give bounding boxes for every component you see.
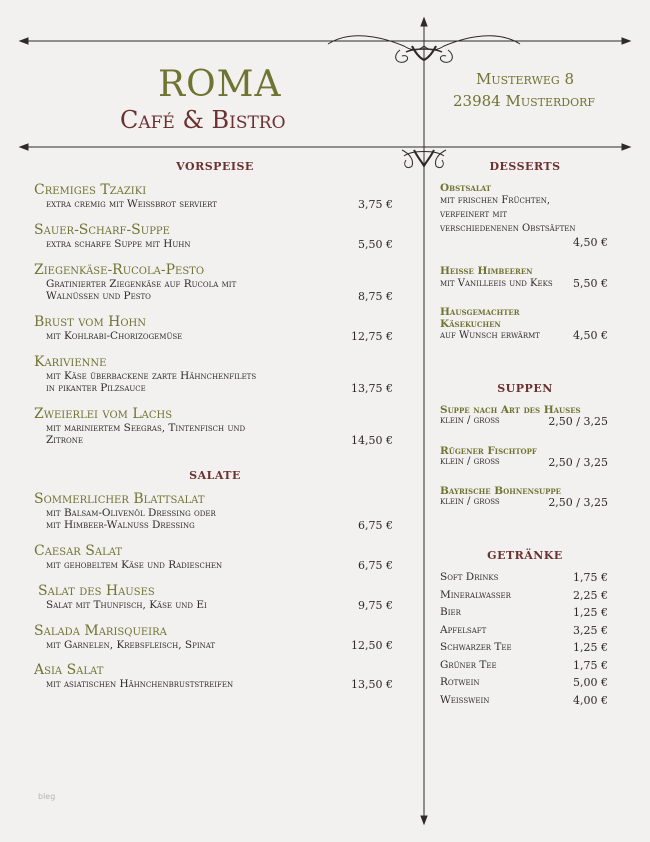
menu-item-price: 4,50 € bbox=[573, 236, 608, 249]
drink-name: Grüner Tee bbox=[440, 659, 497, 671]
menu-item-desc: verschiedenenen Obstsäften bbox=[440, 223, 576, 234]
drink-name: Rotwein bbox=[440, 676, 480, 688]
menu-item-desc: auf Wunsch erwärmt bbox=[440, 330, 540, 341]
menu-item-desc: mit Käse überbackene zarte Hähnchenfilets bbox=[46, 370, 257, 382]
menu-item-name: Zweierlei vom Lachs bbox=[34, 406, 173, 422]
drink-price: 4,00 € bbox=[573, 694, 608, 707]
menu-item-name: Brust vom Hohn bbox=[34, 314, 147, 330]
menu-item-desc: extra scharfe Suppe mit Huhn bbox=[46, 238, 191, 250]
menu-item-price: 9,75 € bbox=[358, 599, 393, 612]
menu-item-desc: extra cremig mit Weissbrot serviert bbox=[46, 198, 217, 210]
menu-item-name: Obstsalat bbox=[440, 182, 491, 194]
address-city: 23984 Musterdorf bbox=[453, 92, 596, 110]
menu-item-price: 14,50 € bbox=[351, 434, 393, 447]
menu-item-name: Sommerlicher Blattsalat bbox=[34, 491, 205, 507]
menu-item-name: Caesar Salat bbox=[34, 543, 123, 559]
restaurant-subtitle: Café & Bistro bbox=[120, 106, 286, 134]
menu-item-price: 2,50 / 3,25 bbox=[548, 456, 608, 469]
drink-price: 1,75 € bbox=[573, 571, 608, 584]
menu-item-name: Hausgemachter bbox=[440, 306, 520, 318]
menu-item-name: Bayrische Bohnensuppe bbox=[440, 485, 562, 497]
menu-item-desc: mit Balsam-Olivenöl Dressing oder bbox=[46, 507, 216, 519]
section-title-getraenke: GETRÄNKE bbox=[487, 549, 563, 562]
menu-item-name-line2: Käsekuchen bbox=[440, 318, 501, 330]
menu-item-desc: mit Vanilleeis und Keks bbox=[440, 278, 553, 289]
menu-item-desc: klein / gross bbox=[440, 496, 500, 507]
menu-item-name: Salat des Hauses bbox=[38, 583, 155, 599]
drink-price: 2,25 € bbox=[573, 589, 608, 602]
menu-item-price: 8,75 € bbox=[358, 290, 393, 303]
drink-price: 5,00 € bbox=[573, 676, 608, 689]
menu-item-name: Asia Salat bbox=[34, 662, 104, 678]
menu-item-desc: Walnüssen und Pesto bbox=[46, 290, 151, 302]
menu-item-price: 6,75 € bbox=[358, 519, 393, 532]
menu-item-name: Suppe nach Art des Hauses bbox=[440, 404, 581, 416]
menu-item-desc: klein / gross bbox=[440, 456, 500, 467]
section-title-desserts: DESSERTS bbox=[489, 160, 561, 173]
address-street: Musterweg 8 bbox=[476, 70, 575, 88]
menu-item-price: 12,50 € bbox=[351, 639, 393, 652]
menu-item-desc: mit Kohlrabi-Chorizogemüse bbox=[46, 330, 183, 342]
drink-name: Schwarzer Tee bbox=[440, 641, 512, 653]
menu-item-price: 2,50 / 3,25 bbox=[548, 496, 608, 509]
drink-price: 3,25 € bbox=[573, 624, 608, 637]
menu-item-name: Sauer-Scharf-Suppe bbox=[34, 222, 170, 238]
drink-price: 1,75 € bbox=[573, 659, 608, 672]
menu-item-desc: mit frischen Früchten, bbox=[440, 195, 550, 206]
menu-item-name: Salada Marisqueira bbox=[34, 623, 167, 639]
menu-item-price: 6,75 € bbox=[358, 559, 393, 572]
menu-item-name: Ziegenkäse-Rucola-Pesto bbox=[34, 262, 205, 278]
watermark: bleg bbox=[38, 792, 56, 801]
drink-name: Soft Drinks bbox=[440, 571, 499, 583]
menu-item-desc: mit Himbeer-Walnuss Dressing bbox=[46, 519, 195, 531]
menu-item-desc: Zitrone bbox=[46, 434, 83, 446]
section-title-vorspeise: VORSPEISE bbox=[176, 160, 254, 173]
menu-item-desc: klein / gross bbox=[440, 415, 500, 426]
menu-item-price: 2,50 / 3,25 bbox=[548, 415, 608, 428]
menu-item-price: 13,75 € bbox=[351, 382, 393, 395]
menu-item-desc: verfeinert mit bbox=[440, 209, 507, 220]
section-title-suppen: SUPPEN bbox=[497, 382, 553, 395]
menu-item-name: Heisse Himbeeren bbox=[440, 265, 533, 277]
menu-item-price: 4,50 € bbox=[573, 329, 608, 342]
menu-item-name: Karivienne bbox=[34, 354, 107, 370]
menu-item-desc: mit asiatischen Hähnchenbruststreifen bbox=[46, 678, 234, 690]
menu-item-desc: Gratinierter Ziegenkäse auf Rucola mit bbox=[46, 278, 237, 290]
menu-item-price: 13,50 € bbox=[351, 678, 393, 691]
menu-item-price: 12,75 € bbox=[351, 330, 393, 343]
menu-item-price: 5,50 € bbox=[573, 277, 608, 290]
menu-item-desc: in pikanter Pilzsauce bbox=[46, 382, 146, 394]
drink-price: 1,25 € bbox=[573, 606, 608, 619]
drink-name: Apfelsaft bbox=[440, 624, 487, 636]
menu-item-price: 5,50 € bbox=[358, 238, 393, 251]
restaurant-title: ROMA bbox=[158, 64, 282, 105]
drink-name: Weisswein bbox=[440, 694, 490, 706]
drink-price: 1,25 € bbox=[573, 641, 608, 654]
menu-item-desc: mit gehobeltem Käse und Radieschen bbox=[46, 559, 223, 571]
drink-name: Mineralwasser bbox=[440, 589, 511, 601]
section-title-salate: SALATE bbox=[189, 469, 241, 482]
drink-name: Bier bbox=[440, 606, 461, 618]
menu-item-desc: mit mariniertem Seegras, Tintenfisch und bbox=[46, 422, 246, 434]
menu-item-desc: mit Garnelen, Krebsfleisch, Spinat bbox=[46, 639, 216, 651]
menu-item-name: Rügener Fischtopf bbox=[440, 445, 537, 457]
menu-item-name: Cremiges Tzaziki bbox=[34, 182, 147, 198]
menu-item-desc: Salat mit Thunfisch, Käse und Ei bbox=[46, 599, 207, 611]
menu-item-price: 3,75 € bbox=[358, 198, 393, 211]
